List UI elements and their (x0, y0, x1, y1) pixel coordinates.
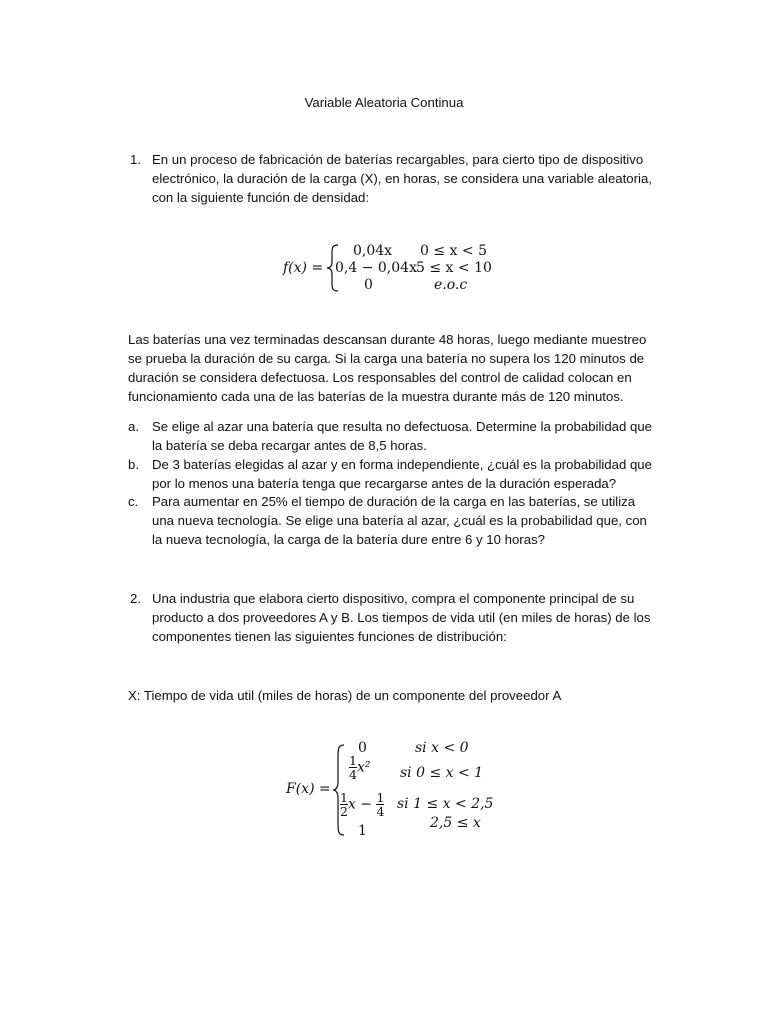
question-1-number: 1. (130, 152, 141, 167)
distribution-function-label: F(x) = (286, 781, 331, 797)
item-a-label: a. (128, 419, 139, 434)
item-a-text: Se elige al azar una batería que resulta no defectuosa. Determine la probabilidad que la batería se deba recargar antes de 8,5 horas. (152, 419, 652, 453)
item-b-text: De 3 baterías elegidas al azar y en forma independiente, ¿cuál es la probabilidad que por lo menos una batería tenga que recargarse antes de la duración esperada? (152, 457, 652, 491)
cdf-row-2-expr: $\frac{1}{4}$ x² (349, 753, 371, 782)
item-c-text: Para aumentar en 25% el tiempo de duración de la carga en las baterías, se utiliza una nueva tecnología. Se elige una batería al azar, ¿cuál es la probabilidad que, con la nueva tecnología, la carga de la batería dure entre 6 y 10 horas? (152, 494, 647, 547)
variable-x-definition: X: Tiempo de vida util (miles de horas) de un componente del proveedor A (128, 688, 562, 703)
density-row-2-expr: 0,4 − 0,04x (335, 260, 417, 276)
cdf-row-5-expr: 1 (358, 823, 367, 839)
item-c-label: c. (128, 494, 139, 509)
density-row-2-cond: 5 ≤ x < 10 (416, 260, 492, 276)
question-1-intro: En un proceso de fabricación de baterías recargables, para cierto tipo de dispositivo electrónico, la duración de la carga (X), en horas, se considera una variable aleatoria, con la siguiente función de densidad: (152, 152, 652, 205)
cdf-row-1-expr: 0 (358, 740, 367, 756)
density-function-lhs (283, 259, 323, 278)
cdf-row-3-expr: $\frac{1}{2}$ x − $\frac{1}{4}$ (340, 790, 385, 819)
question-2-number: 2. (130, 591, 141, 606)
cdf-row-3-cond: si 1 ≤ x < 2,5 (397, 796, 494, 812)
page-title: Variable Aleatoria Continua (304, 95, 464, 110)
density-row-1-cond: 0 ≤ x < 5 (420, 243, 487, 259)
question-2-intro: Una industria que elabora cierto dispositivo, compra el componente principal de su producto a dos proveedores A y B. Los tiempos de vida util (en miles de horas) de los componentes tienen las siguientes funciones de distribución: (152, 591, 651, 644)
density-row-3-expr: 0 (364, 277, 373, 293)
density-row-3-cond: e.o.c (434, 277, 468, 293)
question-1-context: Las baterías una vez terminadas descansan durante 48 horas, luego mediante muestreo se prueba la duración de su carga. Si la carga una batería no supera los 120 minutos de duración se considera defectuosa. Los responsables del control de calidad colocan en funcionamiento cada una de las baterías de la muestra durante más de 120 minutos. (128, 332, 647, 404)
cdf-row-1-cond: si x < 0 (415, 740, 469, 756)
cdf-row-2-cond: si 0 ≤ x < 1 (400, 765, 484, 781)
cdf-row-4-cond: 2,5 ≤ x (430, 815, 481, 831)
density-row-1-expr: 0,04x (353, 243, 393, 259)
density-function-label: f(x) = (283, 260, 324, 276)
item-b-label: b. (128, 457, 139, 472)
